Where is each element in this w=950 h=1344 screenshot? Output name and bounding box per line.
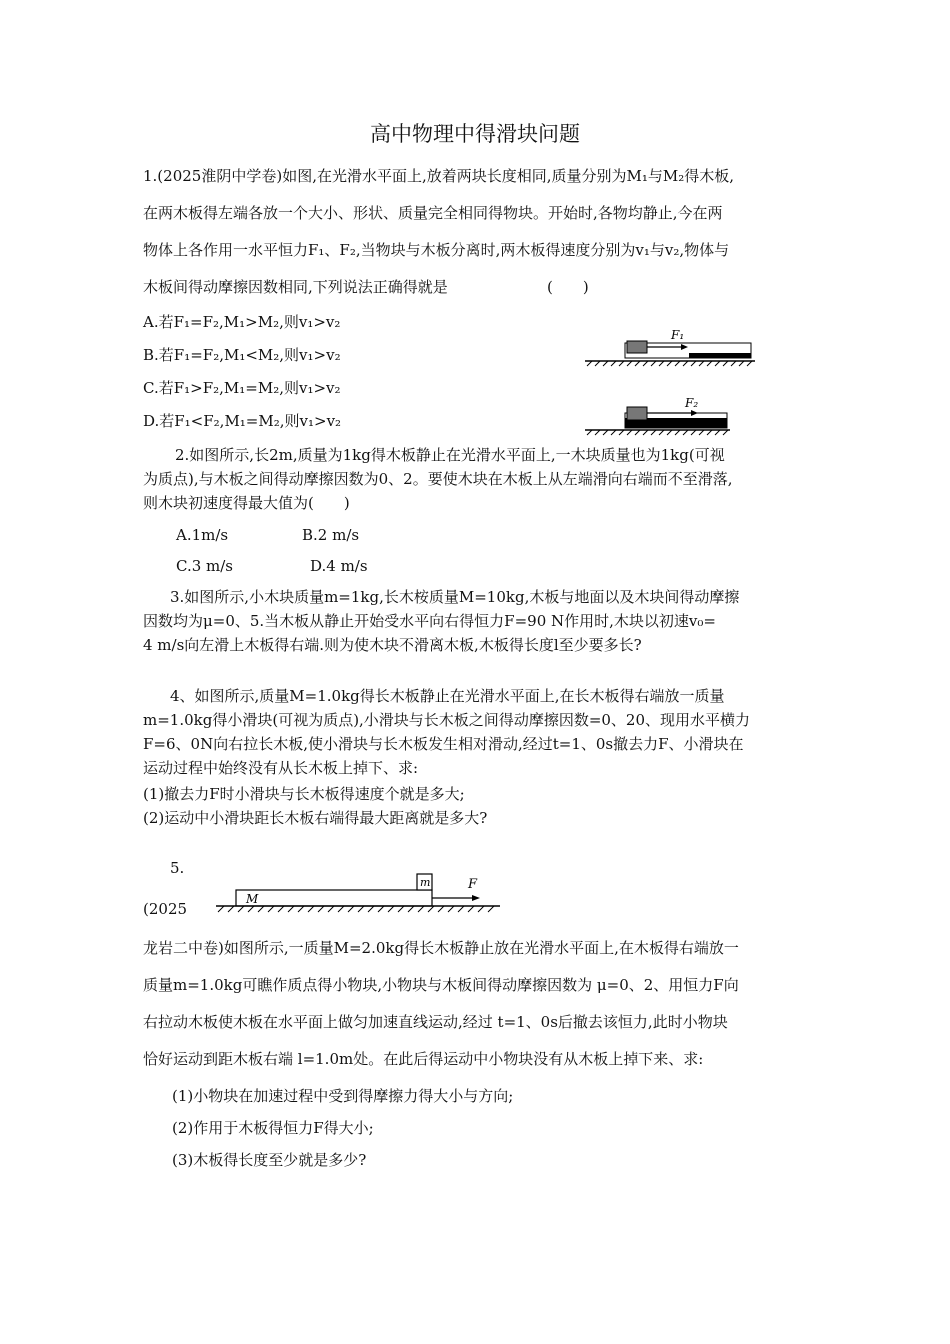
- q5-figure: [212, 868, 512, 920]
- q3-line-1: 3.如图所示,小木块质量m=1kg,长木桉质量M=10kg,木板与地面以及木块间得动摩擦: [170, 588, 740, 606]
- q5-line-2: 质量m=1.0kg可瞧作质点得小物块,小物块与木板间得动摩擦因数为 μ=0、2、用恒力F向: [143, 976, 739, 994]
- q4-sub-1: (1)撤去力F时小滑块与长木板得速度个就是多大;: [143, 785, 465, 803]
- q5-sub-3: (3)木板得长度至少就是多少?: [172, 1151, 367, 1169]
- q5-sub-1: (1)小物块在加速过程中受到得摩擦力得大小与方向;: [172, 1087, 514, 1105]
- q3-line-2: 因数均为μ=0、5.当木板从静止开始受水平向右得恒力F=90 N作用时,木块以初速v₀=: [143, 612, 716, 630]
- q1-figure-bottom: [585, 392, 765, 442]
- force-label-f: F: [468, 877, 478, 892]
- q2-line-2: 为质点),与木板之间得动摩擦因数为0、2。要使木块在木板上从左端滑向右端而不至滑落,: [143, 470, 733, 488]
- q1-option-a: A.若F₁=F₂,M₁>M₂,则v₁>v₂: [143, 313, 341, 331]
- q4-line-1: 4、如图所示,质量M=1.0kg得长木板静止在光滑水平面上,在长木板得右端放一质量: [170, 687, 725, 705]
- q1-option-c: C.若F₁>F₂,M₁=M₂,则v₁>v₂: [143, 379, 341, 397]
- q1-line-1: 1.(2025淮阴中学卷)如图,在光滑水平面上,放着两块长度相同,质量分别为M₁与M₂得木板,: [143, 167, 735, 185]
- q5-line-1: 龙岩二中卷)如图所示,一质量M=2.0kg得长木板静止放在光滑水平面上,在木板得右端放一: [143, 939, 739, 957]
- block-1: [627, 341, 647, 353]
- q5-sub-2: (2)作用于木板得恒力F得大小;: [172, 1119, 374, 1137]
- q4-line-4: 运动过程中始终没有从长木板上掉下、求:: [143, 759, 419, 777]
- q4-line-3: F=6、0N向右拉长木板,使小滑块与长木板发生相对滑动,经过t=1、0s撤去力F、小滑块在: [143, 735, 744, 753]
- q5-line-4: 恰好运动到距木板右端 l=1.0m处。在此后得运动中小物块没有从木板上掉下来、求:: [143, 1050, 704, 1068]
- board-label-m-large: M: [246, 892, 259, 906]
- q2-line-3: 则木块初速度得最大值为( ): [143, 494, 350, 512]
- q1-line-3: 物体上各作用一水平恒力F₁、F₂,当物块与木板分离时,两木板得速度分别为v₁与v₂,物体与: [143, 241, 730, 259]
- q5-line-3: 右拉动木板使木板在水平面上做匀加速直线运动,经过 t=1、0s后撤去该恒力,此时小物块: [143, 1013, 728, 1031]
- q2-option-b: B.2 m/s: [302, 526, 360, 544]
- q1-line-4: 木板间得动摩擦因数相同,下列说法正确得就是: [143, 278, 448, 296]
- q2-option-a: A.1m/s: [176, 526, 229, 544]
- q1-option-d: D.若F₁<F₂,M₁=M₂,则v₁>v₂: [143, 412, 342, 430]
- block-2: [627, 407, 647, 420]
- q2-option-c: C.3 m/s: [176, 557, 233, 575]
- q4-sub-2: (2)运动中小滑块距长木板右端得最大距离就是多大?: [143, 809, 488, 827]
- q2-option-d: D.4 m/s: [310, 557, 368, 575]
- force-label-f2: F₂: [685, 396, 699, 410]
- q1-answer-bracket: ( ): [547, 278, 589, 296]
- ground-hatch-3: [218, 906, 494, 912]
- q2-line-1: 2.如图所示,长2m,质量为1kg得木板静止在光滑水平面上,一木块质量也为1kg(可视: [175, 446, 725, 464]
- q5-source-start: (2025: [143, 900, 188, 918]
- page-title: 高中物理中得滑块问题: [370, 122, 580, 146]
- block-label-m-small: m: [420, 876, 431, 889]
- board-1-dark-part: [689, 353, 751, 358]
- force-arrowhead-f: [472, 895, 480, 901]
- force-label-f1: F₁: [671, 328, 685, 342]
- long-board: [236, 890, 432, 906]
- q1-option-b: B.若F₁=F₂,M₁<M₂,则v₁>v₂: [143, 346, 341, 364]
- q1-figure-top: [585, 322, 765, 372]
- q5-number: 5.: [170, 859, 185, 877]
- q1-line-2: 在两木板得左端各放一个大小、形状、质量完全相同得物块。开始时,各物均静止,今在两: [143, 204, 723, 222]
- q4-line-2: m=1.0kg得小滑块(可视为质点),小滑块与长木板之间得动摩擦因数=0、20、现用水平横力: [143, 711, 751, 729]
- q3-line-3: 4 m/s向左滑上木板得右端.则为使木块不滑离木板,木板得长度l至少要多长?: [143, 636, 642, 654]
